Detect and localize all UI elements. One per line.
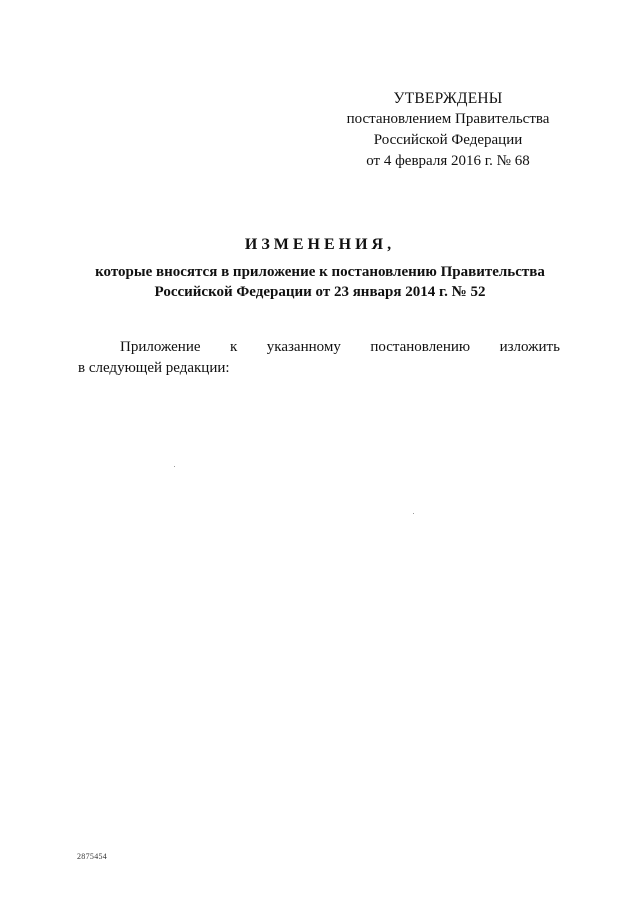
body-word: к xyxy=(230,339,238,355)
approval-line-2: Российской Федерации xyxy=(373,132,523,148)
body-word: постановлению xyxy=(370,339,471,355)
document-subtitle-line-1: которые вносятся в приложение к постановлению Правительства xyxy=(95,264,545,280)
body-paragraph-line-2: в следующей редакции: xyxy=(78,360,230,376)
scan-speck xyxy=(174,466,175,467)
document-title-block xyxy=(60,236,580,302)
document-subtitle-line-2: Российской Федерации от 23 января 2014 г. № 52 xyxy=(154,284,486,300)
scan-speck xyxy=(413,513,414,514)
approval-line-1: постановлением Правительства xyxy=(346,111,550,127)
document-code: 2875454 xyxy=(77,852,108,861)
approval-heading: УТВЕРЖДЕНЫ xyxy=(393,90,503,107)
body-paragraph-line-1 xyxy=(120,339,560,356)
approval-line-3: от 4 февраля 2016 г. № 68 xyxy=(366,153,530,169)
body-word: Приложение xyxy=(120,339,201,355)
approval-block xyxy=(330,88,566,172)
body-word: указанному xyxy=(266,339,341,355)
body-word: изложить xyxy=(499,339,560,355)
document-title: ИЗМЕНЕНИЯ, xyxy=(244,236,396,253)
